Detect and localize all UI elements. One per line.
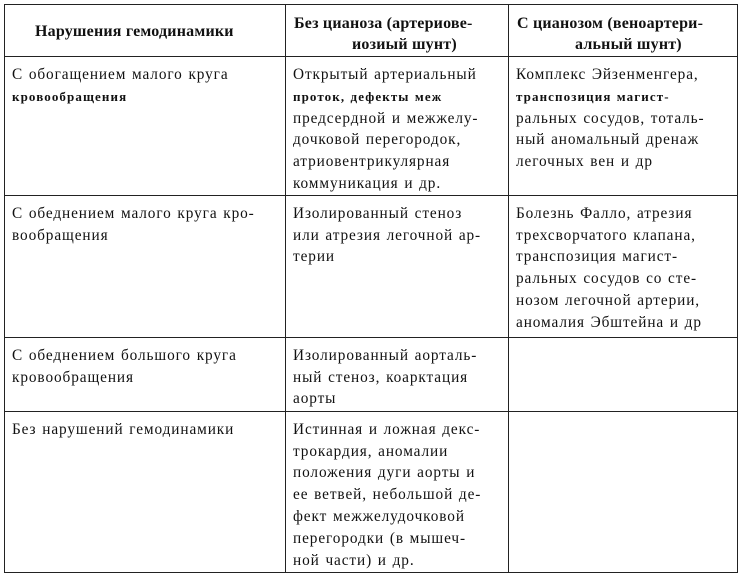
cell-disorder: С обогащением малого круга кровообращения [5, 57, 286, 196]
header-cyanotic-line-2: альный шунт) [575, 36, 682, 53]
header-hemodynamic-disorders: Нарушения гемодинамики [5, 5, 286, 57]
table-row [5, 411, 738, 572]
cell-acyanotic: Истинная и ложная декс- трокардия, аномалии положения дуги аорты и ее ветвей, небольшой де- фект межжелудочковой перегородки (в мышеч- ной части) и др. [286, 411, 509, 572]
cell-acyanotic: Открытый артериальный проток, дефекты меж предсердной и межжелу- дочковой перегородок, атриовентрикулярная коммуникация и др. [286, 57, 509, 196]
cell-cyanotic [509, 411, 738, 572]
cell-cyanotic: Комплекс Эйзенменгера, транспозиция магист- ральных сосудов, тоталь- ный аномальный дренаж легочных вен и др [509, 57, 738, 196]
table-row [5, 57, 738, 196]
header-row [5, 5, 738, 57]
table-row [5, 337, 738, 411]
header-cyanotic [509, 5, 738, 57]
cell-cyanotic: Болезнь Фалло, атрезия трехсворчатого клапана, транспозиция магист- ральных сосудов со сте- нозом легочной артерии, аномалия Эбштейна и др [509, 195, 738, 337]
table-row [5, 195, 738, 337]
cell-disorder: Без нарушений гемодинамики [5, 411, 286, 572]
header-acyanotic-line-2: иозиый шунт) [352, 36, 457, 53]
header-acyanotic-line-1: Без цианоза (артериове- [294, 15, 473, 32]
cell-cyanotic [509, 337, 738, 411]
cell-disorder: С обеднением малого круга кро- вообращения [5, 195, 286, 337]
header-acyanotic [286, 5, 509, 57]
cell-acyanotic: Изолированный стеноз или атрезия легочной ар- терии [286, 195, 509, 337]
header-cyanotic-line-1: С цианозом (веноартери- [517, 15, 704, 32]
cell-disorder: С обеднением большого круга кровообращения [5, 337, 286, 411]
hemodynamics-table [4, 4, 738, 573]
cell-acyanotic: Изолированный аорталь- ный стеноз, коарктация аорты [286, 337, 509, 411]
